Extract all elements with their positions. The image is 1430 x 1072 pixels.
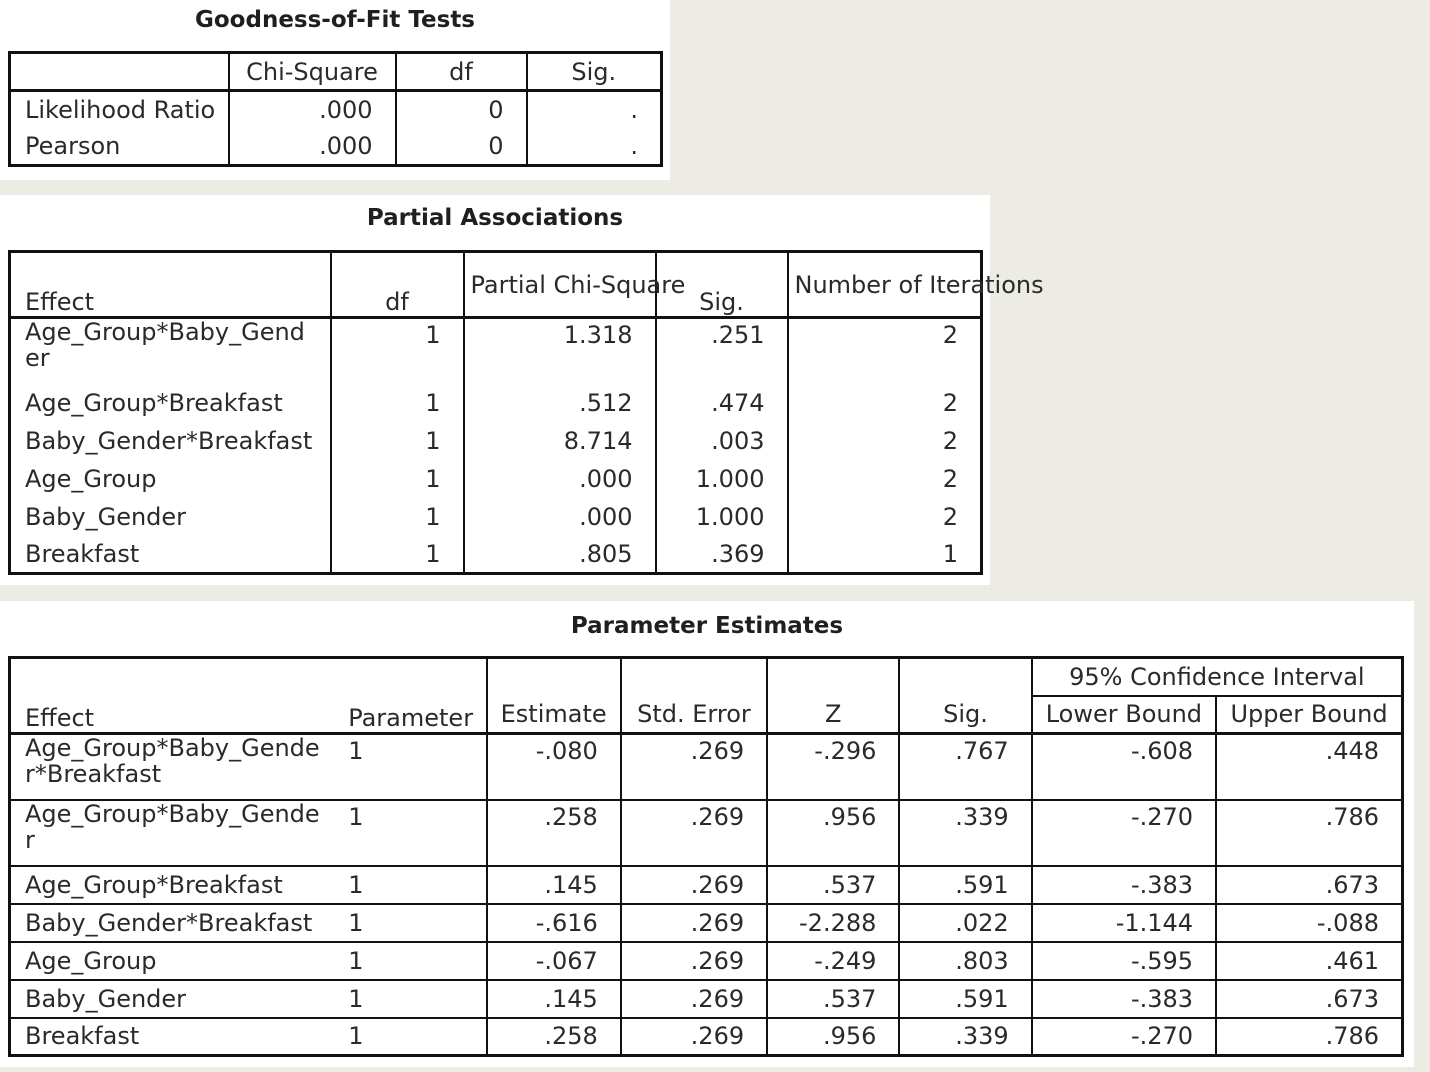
cell-df: 1: [331, 318, 464, 384]
cell-std-error: .269: [621, 866, 767, 904]
table-row: [10, 1018, 1403, 1056]
cell-parameter: 1: [340, 866, 486, 904]
cell-upper: .673: [1216, 980, 1402, 1018]
header-cell: Chi-Square: [229, 53, 396, 91]
table-row: [10, 318, 982, 384]
cell-df: 1: [331, 384, 464, 422]
cell-sig: .591: [899, 980, 1031, 1018]
cell-lower: -.595: [1032, 942, 1216, 980]
cell-upper: .786: [1216, 1018, 1402, 1056]
header-cell-effect: Effect: [25, 704, 95, 732]
cell-estimate: .145: [487, 866, 621, 904]
cell-chi: 1.318: [464, 318, 656, 384]
cell-chi: .000: [464, 460, 656, 498]
cell-iter: 2: [788, 422, 982, 460]
cell-z: .956: [767, 800, 899, 866]
cell-iter: 1: [788, 536, 982, 574]
cell-sig: .: [527, 128, 662, 166]
cell-df: 1: [331, 422, 464, 460]
cell-estimate: .258: [487, 800, 621, 866]
table-row: [10, 422, 982, 460]
cell-sig: .767: [899, 734, 1031, 800]
table-row: [10, 942, 1403, 980]
cell-sig: .003: [656, 422, 788, 460]
cell-z: .956: [767, 1018, 899, 1056]
row-label: Age_Group*Breakfast: [10, 866, 341, 904]
partial-associations-panel: [0, 195, 1044, 585]
parameter-estimates-panel: [0, 601, 1414, 1067]
table-header-row: [10, 53, 662, 91]
cell-parameter: 1: [340, 734, 486, 800]
cell-df: 1: [331, 460, 464, 498]
cell-df: 0: [396, 128, 527, 166]
cell-std-error: .269: [621, 980, 767, 1018]
cell-lower: -.608: [1032, 734, 1216, 800]
cell-sig: .474: [656, 384, 788, 422]
cell-std-error: .269: [621, 800, 767, 866]
cell-estimate: .258: [487, 1018, 621, 1056]
cell-estimate: -.616: [487, 904, 621, 942]
cell-chi: 8.714: [464, 422, 656, 460]
table-row: [10, 460, 982, 498]
row-label: Age_Group*Baby_Gender*Breakfast: [10, 734, 341, 800]
cell-chi-square: .000: [229, 128, 396, 166]
cell-upper: .786: [1216, 800, 1402, 866]
header-cell-sig: Sig.: [656, 252, 788, 318]
cell-chi: .512: [464, 384, 656, 422]
cell-estimate: .145: [487, 980, 621, 1018]
cell-iter: 2: [788, 460, 982, 498]
cell-sig: .022: [899, 904, 1031, 942]
row-label: Breakfast: [25, 539, 140, 568]
table-row: [10, 866, 1403, 904]
header-cell-iterations: Number of Iterations: [788, 252, 982, 318]
cell-std-error: .269: [621, 942, 767, 980]
cell-chi-square: .000: [229, 91, 396, 128]
cell-estimate: -.067: [487, 942, 621, 980]
table-header-row: [10, 658, 1403, 696]
cell-df: 1: [331, 498, 464, 536]
table-row: [10, 498, 982, 536]
row-label: Age_Group: [10, 942, 341, 980]
row-label: Baby_Gender*Breakfast: [10, 904, 341, 942]
table-row: [10, 384, 982, 422]
table-row: [10, 91, 662, 128]
cell-upper: .673: [1216, 866, 1402, 904]
cell-parameter: 1: [340, 904, 486, 942]
cell-df: 0: [396, 91, 527, 128]
cell-upper: .448: [1216, 734, 1402, 800]
cell-parameter: 1: [340, 800, 486, 866]
table-row: [10, 128, 662, 166]
cell-sig: .339: [899, 1018, 1031, 1056]
table-row: [10, 980, 1403, 1018]
cell-sig: .803: [899, 942, 1031, 980]
header-cell-sig: Sig.: [899, 658, 1031, 734]
row-label: Baby_Gender: [25, 502, 187, 531]
row-label: Baby_Gender: [10, 980, 341, 1018]
cell-parameter: 1: [340, 942, 486, 980]
goodness-of-fit-table: [8, 51, 663, 167]
cell-sig: .251: [656, 318, 788, 384]
cell-lower: -.270: [1032, 800, 1216, 866]
cell-lower: -1.144: [1032, 904, 1216, 942]
cell-std-error: .269: [621, 1018, 767, 1056]
cell-chi: .000: [464, 498, 656, 536]
header-cell-df: df: [331, 252, 464, 318]
header-cell: [10, 53, 229, 91]
cell-df: 1: [331, 536, 464, 574]
cell-lower: -.383: [1032, 866, 1216, 904]
header-cell: df: [396, 53, 527, 91]
table-row: [10, 800, 1403, 866]
row-label: Age_Group: [25, 464, 157, 493]
header-cell: Sig.: [527, 53, 662, 91]
table-header-row: [10, 252, 982, 318]
cell-z: -2.288: [767, 904, 899, 942]
cell-z: .537: [767, 866, 899, 904]
partial-associations-title: Partial Associations: [366, 205, 624, 231]
cell-estimate: -.080: [487, 734, 621, 800]
goodness-of-fit-title: Goodness-of-Fit Tests: [195, 7, 475, 33]
cell-chi: .805: [464, 536, 656, 574]
parameter-estimates-table: [8, 656, 1404, 1057]
row-label: Baby_Gender*Breakfast: [25, 426, 313, 455]
cell-z: .537: [767, 980, 899, 1018]
header-cell-z: Z: [767, 658, 899, 734]
row-label: Breakfast: [10, 1018, 341, 1056]
table-row: [10, 734, 1403, 800]
partial-associations-table: [8, 250, 1044, 575]
cell-sig: .591: [899, 866, 1031, 904]
header-cell-effect: Effect: [25, 288, 95, 316]
cell-z: -.249: [767, 942, 899, 980]
cell-sig: .339: [899, 800, 1031, 866]
row-label: Likelihood Ratio: [10, 91, 229, 128]
cell-parameter: 1: [340, 1018, 486, 1056]
cell-sig: 1.000: [656, 498, 788, 536]
header-cell-confidence-interval: 95% Confidence Interval: [1032, 658, 1403, 696]
cell-lower: -.383: [1032, 980, 1216, 1018]
cell-std-error: .269: [621, 904, 767, 942]
parameter-estimates-title: Parameter Estimates: [570, 613, 844, 639]
cell-iter: 2: [788, 498, 982, 536]
cell-std-error: .269: [621, 734, 767, 800]
header-cell-estimate: Estimate: [487, 658, 621, 734]
row-label: Age_Group*Baby_Gender: [10, 318, 331, 384]
header-cell-lower-bound: Lower Bound: [1032, 696, 1216, 734]
cell-parameter: 1: [340, 980, 486, 1018]
cell-upper: -.088: [1216, 904, 1402, 942]
header-cell-parameter: Parameter: [348, 704, 474, 732]
cell-iter: 2: [788, 318, 982, 384]
header-cell-std-error: Std. Error: [621, 658, 767, 734]
cell-iter: 2: [788, 384, 982, 422]
table-row: [10, 536, 982, 574]
goodness-of-fit-panel: [0, 0, 670, 180]
row-label: Age_Group*Baby_Gender: [10, 800, 341, 866]
table-row: [10, 904, 1403, 942]
cell-z: -.296: [767, 734, 899, 800]
row-label: Age_Group*Breakfast: [25, 388, 283, 417]
header-cell-upper-bound: Upper Bound: [1216, 696, 1402, 734]
row-label: Pearson: [25, 131, 121, 160]
cell-lower: -.270: [1032, 1018, 1216, 1056]
cell-upper: .461: [1216, 942, 1402, 980]
cell-sig: .369: [656, 536, 788, 574]
cell-sig: 1.000: [656, 460, 788, 498]
cell-sig: .: [527, 91, 662, 128]
header-cell-partial-chi-square: Partial Chi-Square: [464, 252, 656, 318]
